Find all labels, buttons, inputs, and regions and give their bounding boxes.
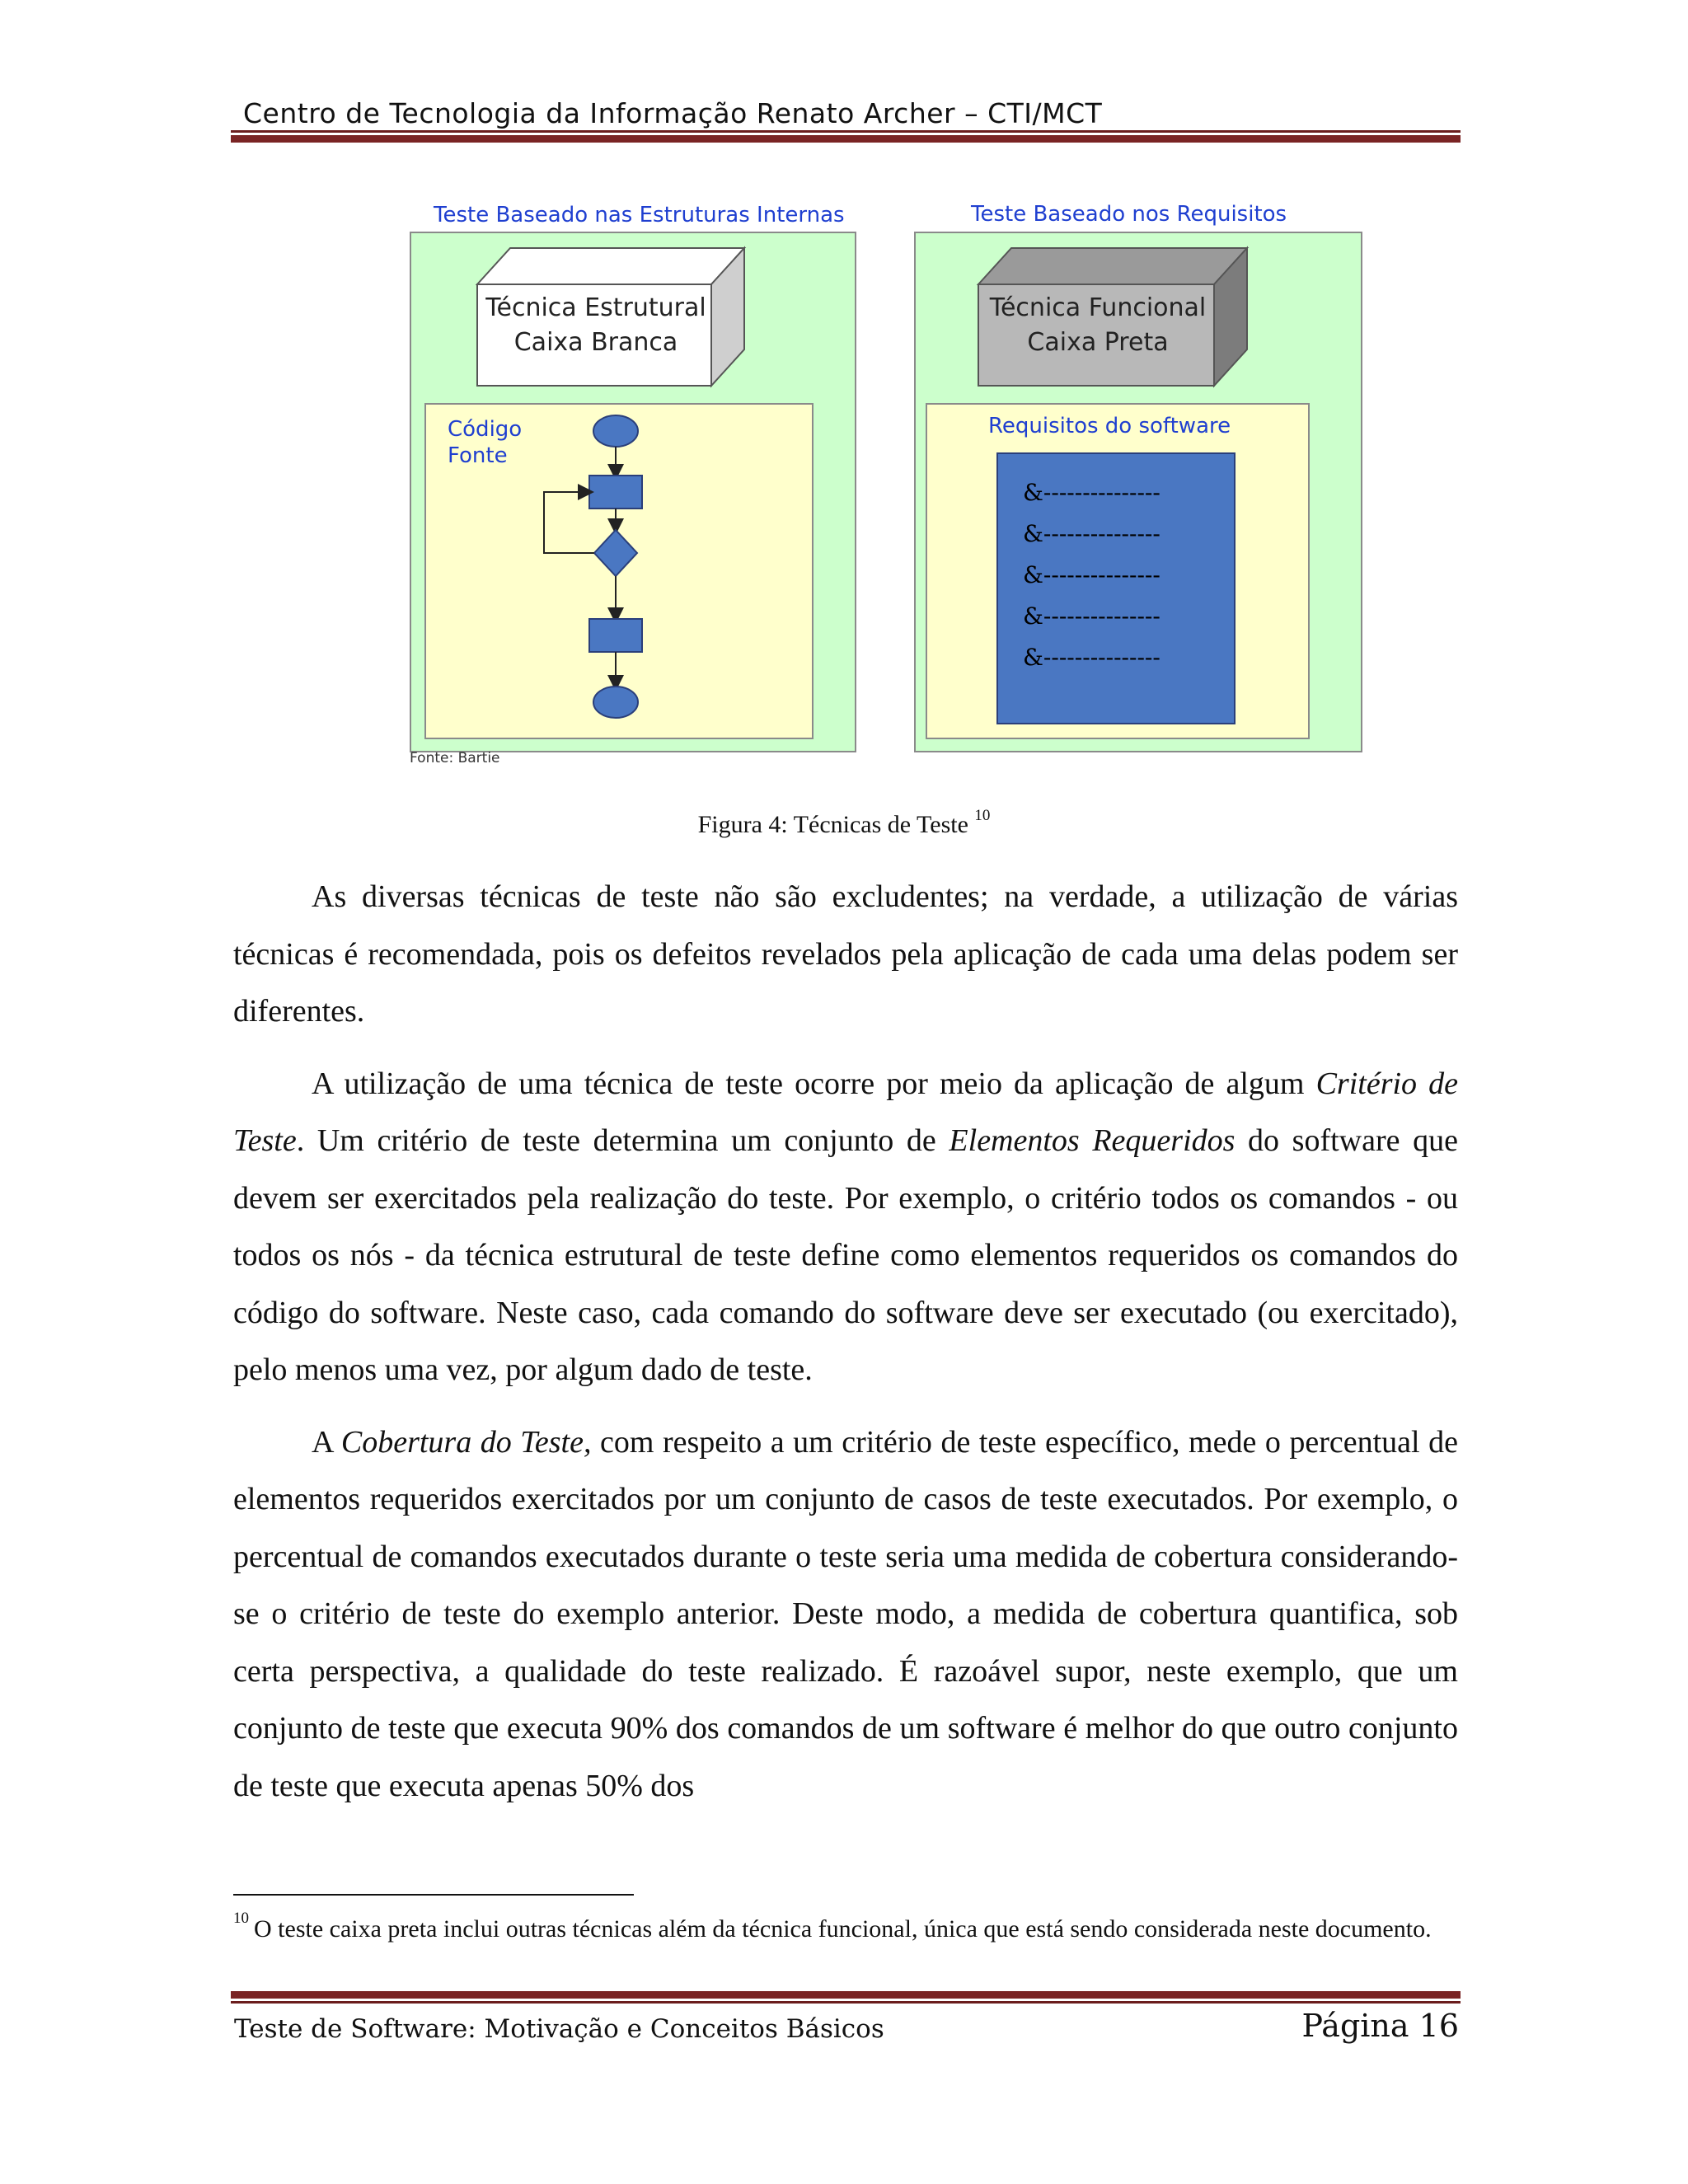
term-cobertura-do-teste: Cobertura do Teste, (340, 1424, 592, 1460)
white-box-label (477, 291, 715, 360)
source-code-label-line2: Fonte (448, 443, 508, 468)
header-rule-thick (231, 135, 1461, 143)
right-panel-black-box (914, 232, 1362, 752)
left-panel-white-box (410, 232, 856, 752)
requirement-item-3: &--------------- (1023, 561, 1160, 588)
flowchart-diagram (424, 403, 814, 739)
paragraph-3-part-b: com respeito a um critério de teste específico, mede o percentual de elementos requeridos exercitados por um conjunto de casos de teste executados. Por exemplo, o percentual de comandos executados durante o teste seria uma medida de cobertura considerando-se o critério de teste do exemplo anterior. Deste modo, a medida de cobertura quantifica, sob certa perspectiva, a qualidade do teste realizado. É razoável supor, neste exemplo, que um conjunto de teste que executa 90% dos comandos de um software é melhor do que outro conjunto de teste que executa apenas 50% dos (233, 1424, 1458, 1803)
source-code-label-line1: Código (448, 417, 523, 442)
figure-caption-text: Figura 4: Técnicas de Teste (697, 811, 968, 838)
footnote-separator (233, 1894, 634, 1896)
black-box-label (978, 291, 1217, 360)
requirements-list-box (996, 452, 1236, 724)
flow-process-node-1 (589, 476, 642, 509)
paragraph-3-part-a: A (312, 1424, 341, 1460)
requirement-item-2: &--------------- (1023, 520, 1160, 547)
paragraph-1: As diversas técnicas de teste não são excludentes; na verdade, a utilização de várias técnicas é recomendada, pois os defeitos revelados pela aplicação de cada uma delas podem ser diferentes. (233, 879, 1458, 1029)
paragraph-2-part-a: A utilização de uma técnica de teste ocorre por meio da aplicação de algum (312, 1066, 1316, 1101)
requirement-item-4: &--------------- (1023, 602, 1160, 630)
paragraph-2-part-b: . Um critério de teste determina um conjunto de (296, 1123, 950, 1158)
paragraph-2-part-c: do software que devem ser exercitados pela realização do teste. Por exemplo, o critério todos os comandos - ou todos os nós - da técnica estrutural de teste define como elementos requeridos os comandos do código do software. Neste caso, cada comando do software deve ser executado (ou exercitado), pelo menos uma vez, por algum dado de teste. (233, 1123, 1458, 1387)
flow-process-node-2 (589, 619, 642, 652)
footnote-number: 10 (233, 1910, 249, 1927)
requirements-label: Requisitos do software (988, 414, 1231, 438)
flow-end-node (593, 687, 638, 718)
page-header-title: Centro de Tecnologia da Informação Renato Archer – CTI/MCT (243, 97, 1103, 129)
right-panel-title: Teste Baseado nos Requisitos (971, 202, 1287, 227)
paragraph-2 (233, 1056, 1458, 1399)
white-box-label-line1: Técnica Estrutural (485, 293, 706, 322)
requirement-item-1: &--------------- (1023, 479, 1160, 506)
footer-document-title: Teste de Software: Motivação e Conceitos Básicos (234, 2014, 884, 2044)
left-panel-title: Teste Baseado nas Estruturas Internas (434, 203, 845, 227)
requirements-area (926, 403, 1310, 739)
flow-start-node (593, 415, 638, 447)
black-box-label-line2: Caixa Preta (1027, 328, 1169, 357)
footer-rule-thick (231, 1991, 1461, 1999)
footnote (233, 1909, 1458, 1944)
footer-rule-thin (231, 2001, 1461, 2004)
white-box-label-line2: Caixa Branca (513, 328, 678, 357)
requirement-item-5: &--------------- (1023, 644, 1160, 671)
source-code-area (424, 403, 814, 739)
term-elementos-requeridos: Elementos Requeridos (949, 1123, 1236, 1158)
black-box-label-line1: Técnica Funcional (989, 293, 1207, 322)
footer-page-number: Página 16 (1301, 2008, 1459, 2044)
figure-caption (0, 807, 1688, 839)
flow-decision-node (594, 530, 637, 576)
header-rule-thin (231, 130, 1461, 133)
figure-source-note: Fonte: Bartie (410, 750, 500, 766)
body-text (233, 869, 1458, 1830)
paragraph-3 (233, 1414, 1458, 1816)
footnote-text: O teste caixa preta inclui outras técnicas além da técnica funcional, única que está sendo considerada neste documento. (254, 1915, 1432, 1943)
term-criterio-de-teste: Critério de Teste (233, 1066, 1459, 1158)
figure-caption-footnote-ref: 10 (974, 807, 991, 824)
